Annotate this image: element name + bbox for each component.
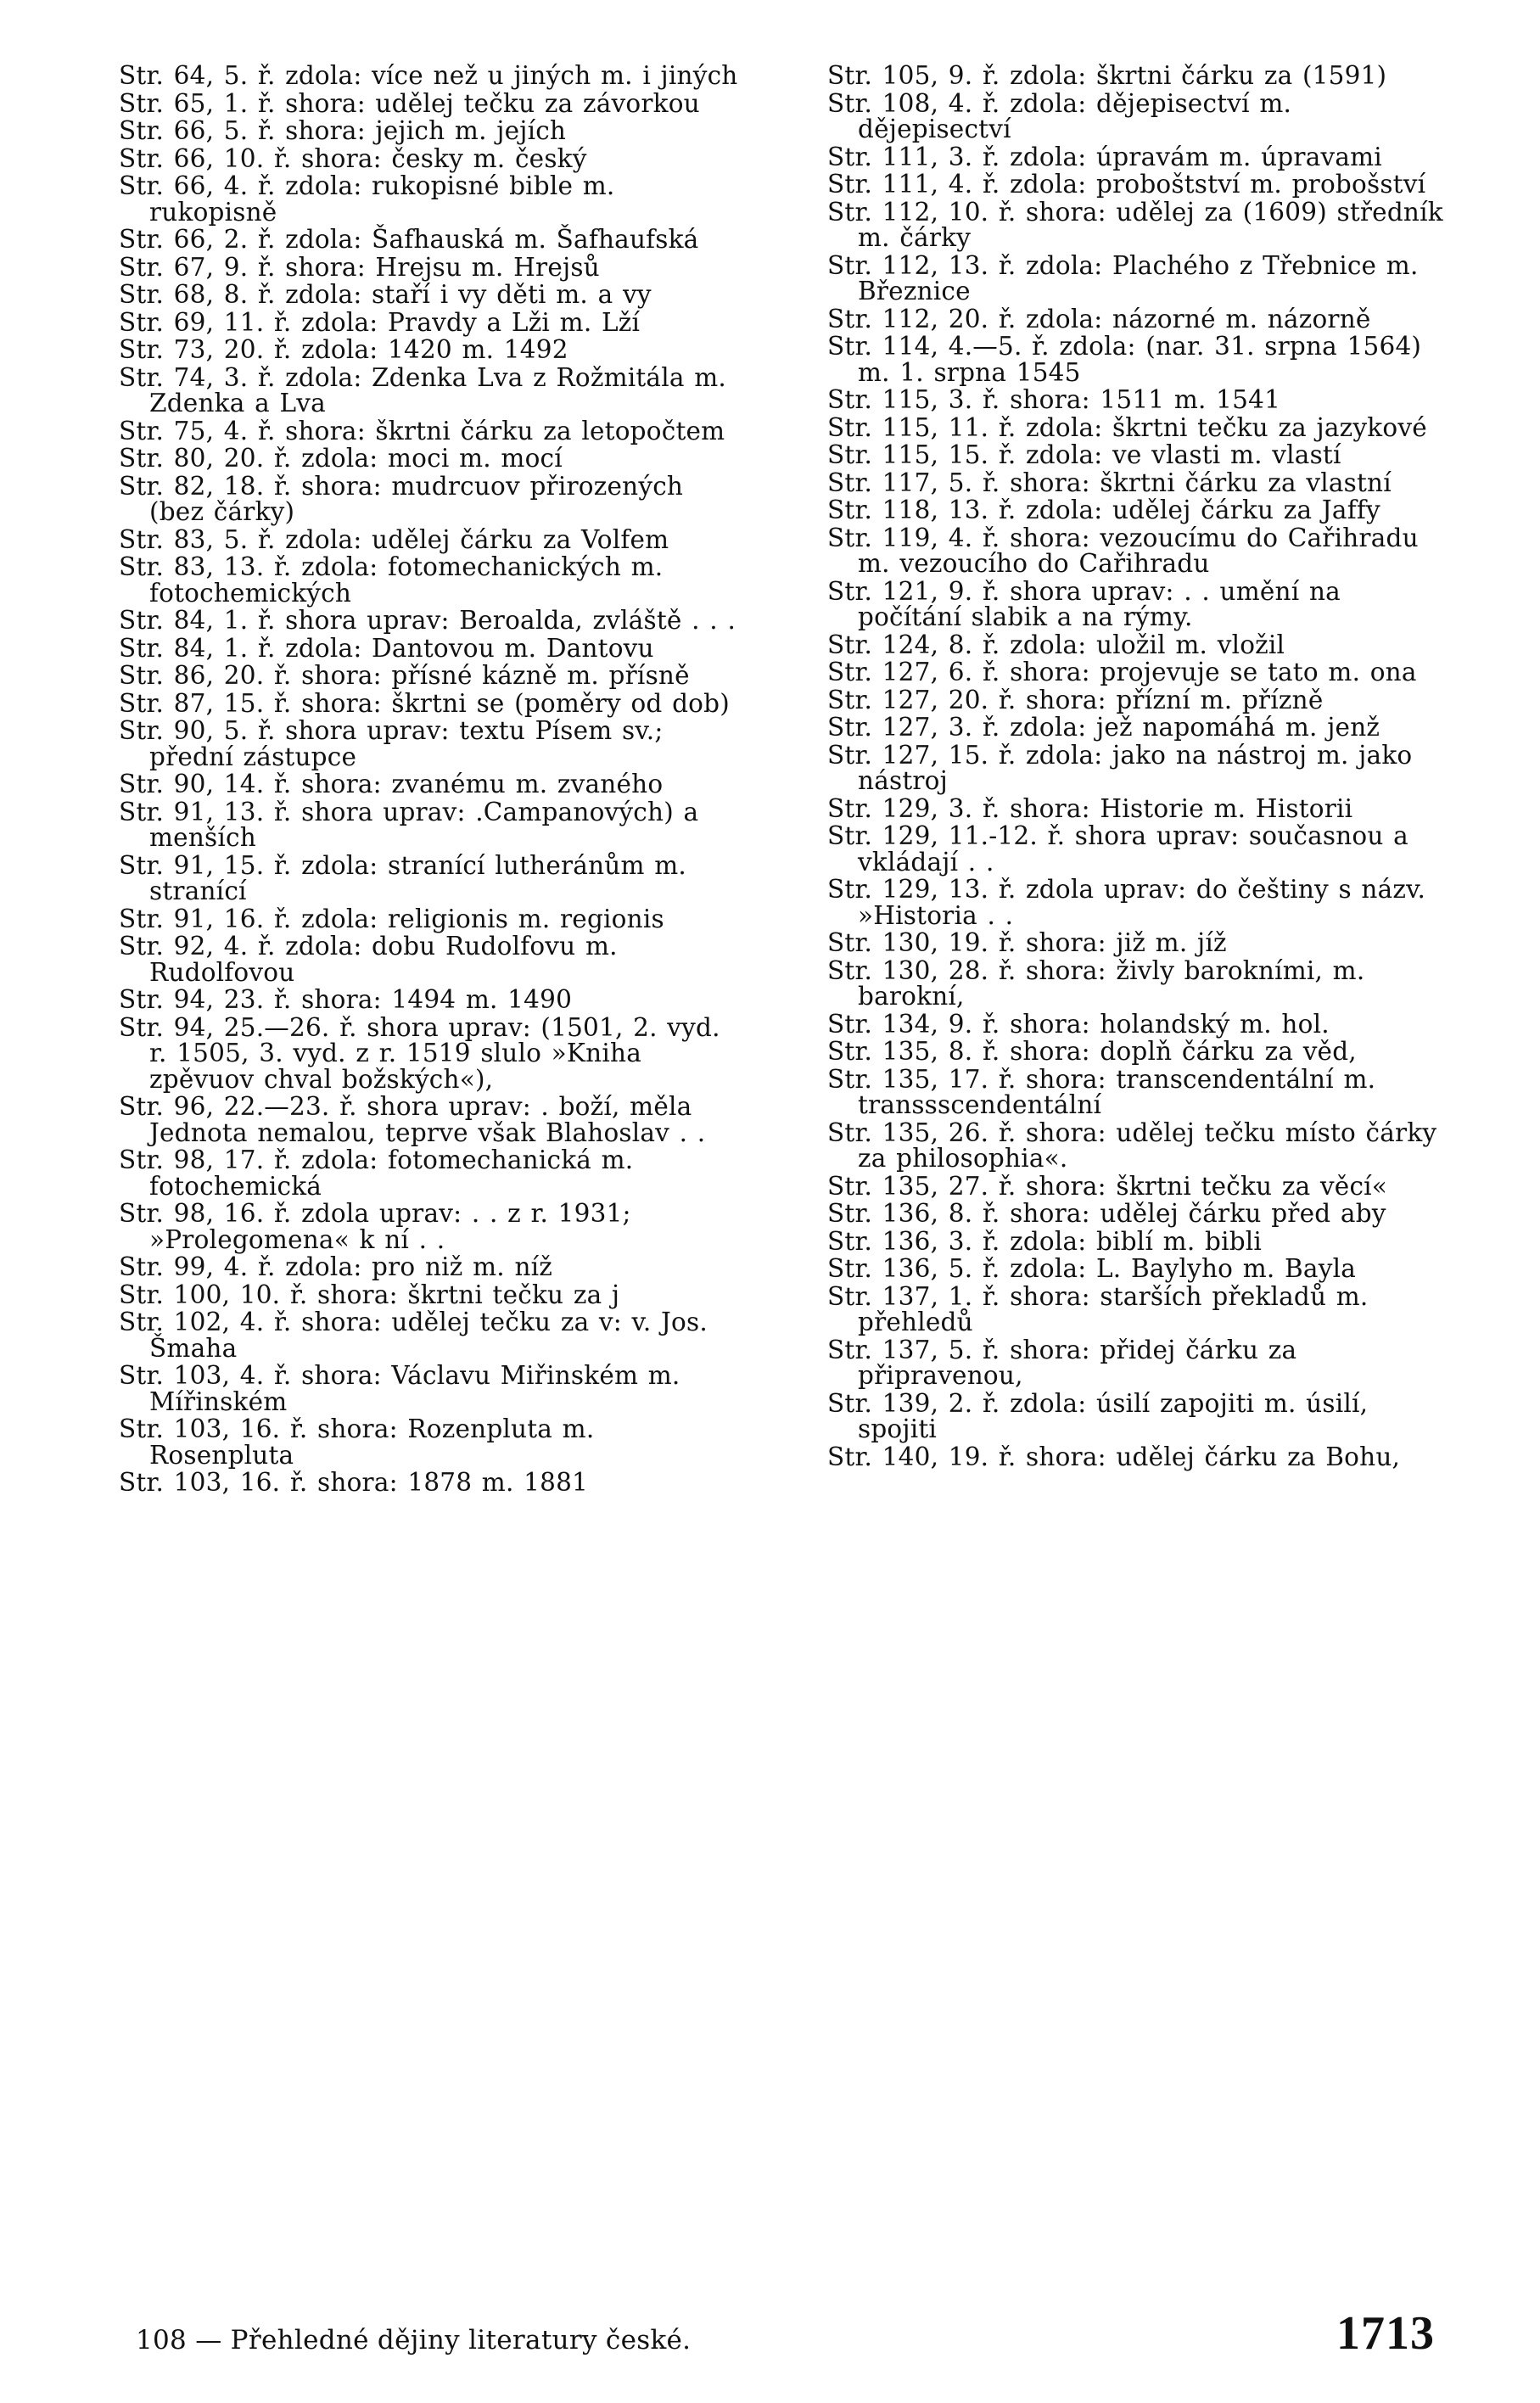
errata-entry: Str. 91, 15. ř. zdola: stranící lutheránům m. stranící [119,850,697,905]
errata-entry: Str. 129, 11.-12. ř. shora uprav: současnou a vkládají . . [827,821,1419,877]
errata-entry: Str. 127, 6. ř. shora: projevuje se tato m. ona [827,658,1417,686]
errata-entry: Str. 80, 20. ř. zdola: moci m. mocí [119,444,563,473]
errata-entry: Str. 94, 23. ř. shora: 1494 m. 1490 [119,985,573,1014]
errata-entry: Str. 75, 4. ř. shora: škrtni čárku za letopočtem [119,416,725,445]
errata-entry: Str. 117, 5. ř. shora: škrtni čárku za vlastní [827,468,1392,497]
errata-entry: Str. 96, 22.—23. ř. shora uprav: . boží, měla Jednota nemalou, teprve však Blahoslav . . [119,1092,706,1147]
errata-entry: Str. 129, 3. ř. shora: Historie m. Historii [827,793,1353,823]
errata-entry: Str. 90, 14. ř. shora: zvanému m. zvaného [119,770,664,798]
errata-entry: Str. 118, 13. ř. zdola: udělej čárku za Jaffy [827,496,1380,524]
errata-entry: Str. 94, 25.—26. ř. shora uprav: (1501, 2. vyd. r. 1505, 3. vyd. z r. 1519 slulo »Kniha zpěvuov chval božských«), [119,1012,731,1094]
errata-entry: Str. 121, 9. ř. shora uprav: . . umění na počítání slabik a na rýmy. [827,576,1351,631]
page-footer: 108 — Přehledné dějiny literatury české. [136,2325,692,2355]
errata-entry: Str. 67, 9. ř. shora: Hrejsu m. Hrejsů [119,252,600,282]
errata-entry: Str. 119, 4. ř. shora: vezoucímu do Cařihradu m. vezoucího do Cařihradu [827,523,1429,578]
errata-entry: Str. 129, 13. ř. zdola uprav: do češtiny s názv. »Historia . . [827,875,1436,930]
errata-entry: Str. 108, 4. ř. zdola: dějepisectví m. dějepisectví [827,88,1302,143]
errata-entry: Str. 140, 19. ř. shora: udělej čárku za Bohu, [827,1442,1401,1471]
errata-entry: Str. 112, 20. ř. zdola: názorné m. názorně [827,304,1371,333]
errata-entry: Str. 111, 3. ř. zdola: úpravám m. úpravami [827,142,1382,171]
errata-entry: Str. 136, 5. ř. zdola: L. Baylyho m. Bayla [827,1254,1356,1283]
errata-entry: Str. 98, 17. ř. zdola: fotomechanická m. fotochemická [119,1145,643,1201]
errata-entry: Str. 83, 5. ř. zdola: udělej čárku za Volfem [119,524,669,554]
errata-entry: Str. 130, 19. ř. shora: již m. jíž [827,928,1227,957]
errata-entry: Str. 112, 10. ř. shora: udělej za (1609) středník m. čárky [827,197,1453,252]
errata-entry: Str. 111, 4. ř. zdola: proboštství m. probošství [827,170,1426,199]
errata-entry: Str. 87, 15. ř. shora: škrtni se (poměry od dob) [119,688,730,718]
errata-entry: Str. 103, 16. ř. shora: 1878 m. 1881 [119,1468,589,1497]
errata-entry: Str. 66, 4. ř. zdola: rukopisné bible m. rukopisně [119,171,625,227]
errata-entry: Str. 124, 8. ř. zdola: uložil m. vložil [827,630,1285,659]
errata-entry: Str. 136, 8. ř. shora: udělej čárku před aby [827,1199,1386,1228]
errata-entry: Str. 127, 15. ř. zdola: jako na nástroj m. jako nástroj [827,740,1422,795]
errata-entry: Str. 74, 3. ř. zdola: Zdenka Lva z Rožmitála m. Zdenka a Lva [119,362,736,417]
errata-entry: Str. 127, 20. ř. shora: přízní m. přízně [827,685,1324,714]
errata-entry: Str. 99, 4. ř. zdola: pro niž m. níž [119,1252,553,1281]
errata-entry: Str. 66, 2. ř. zdola: Šafhauská m. Šafhaufská [119,225,699,254]
errata-entry: Str. 127, 3. ř. zdola: jež napomáhá m. jenž [827,713,1380,742]
errata-entry: Str. 115, 3. ř. shora: 1511 m. 1541 [827,385,1281,414]
errata-entry: Str. 92, 4. ř. zdola: dobu Rudolfovu m. Rudolfovou [119,932,628,987]
errata-entry: Str. 84, 1. ř. zdola: Dantovou m. Dantovu [119,633,654,663]
errata-entry: Str. 65, 1. ř. shora: udělej tečku za závorkou [119,88,700,118]
errata-column-left [119,63,738,1498]
errata-entry: Str. 135, 26. ř. shora: udělej tečku místo čárky za philosophia«. [827,1117,1447,1173]
errata-entry: Str. 68, 8. ř. zdola: staří i vy děti m. a vy [119,280,652,309]
errata-entry: Str. 135, 8. ř. shora: doplň čárku za věd, [827,1037,1357,1066]
errata-entry: Str. 90, 5. ř. shora uprav: textu Písem sv.; přední zástupce [119,716,674,771]
errata-entry: Str. 139, 2. ř. zdola: úsilí zapojiti m. úsilí, spojiti [827,1388,1378,1443]
errata-entry: Str. 66, 5. ř. shora: jejich m. jejích [119,116,567,145]
errata-entry: Str. 91, 16. ř. zdola: religionis m. regionis [119,904,664,933]
errata-entry: Str. 134, 9. ř. shora: holandský m. hol. [827,1009,1330,1039]
errata-entry: Str. 82, 18. ř. shora: mudrcuov přirozených (bez čárky) [119,471,693,526]
errata-entry: Str. 100, 10. ř. shora: škrtni tečku za j [119,1280,620,1309]
errata-entry: Str. 84, 1. ř. shora uprav: Beroalda, zvláště . . . [119,606,736,635]
errata-entry: Str. 102, 4. ř. shora: udělej tečku za v: v. Jos. Šmaha [119,1308,718,1363]
errata-entry: Str. 115, 15. ř. zdola: ve vlasti m. vlastí [827,440,1341,469]
errata-entry: Str. 86, 20. ř. shora: přísné kázně m. přísně [119,661,690,690]
errata-entry: Str. 66, 10. ř. shora: česky m. český [119,143,587,173]
page-number: 1713 [1336,2307,1435,2360]
errata-entry: Str. 137, 5. ř. shora: přidej čárku za připravenou, [827,1335,1307,1390]
errata-column-right [827,61,1453,1471]
errata-entry: Str. 73, 20. ř. zdola: 1420 m. 1492 [119,335,568,364]
errata-entry: Str. 137, 1. ř. shora: starších překladů m. přehledů [827,1281,1379,1336]
errata-entry: Str. 135, 17. ř. shora: transcendentální m. transsscendentální [827,1064,1386,1119]
errata-entry: Str. 69, 11. ř. zdola: Pravdy a Lži m. Lží [119,307,641,337]
errata-entry: Str. 136, 3. ř. zdola: biblí m. bibli [827,1226,1263,1256]
errata-entry: Str. 103, 16. ř. shora: Rozenpluta m. Rosenpluta [119,1414,604,1470]
errata-entry: Str. 83, 13. ř. zdola: fotomechanických m. fotochemických [119,552,673,608]
errata-entry: Str. 130, 28. ř. shora: živly barokními, m. barokní, [827,955,1375,1011]
errata-entry: Str. 115, 11. ř. zdola: škrtni tečku za jazykové [827,412,1427,442]
errata-entry: Str. 114, 4.—5. ř. zdola: (nar. 31. srpna 1564) m. 1. srpna 1545 [827,332,1431,387]
errata-entry: Str. 135, 27. ř. shora: škrtni tečku za věcí« [827,1171,1388,1201]
errata-entry: Str. 64, 5. ř. zdola: více než u jiných m. i jiných [119,61,738,90]
errata-entry: Str. 98, 16. ř. zdola uprav: . . z r. 1931; »Prolegomena« k ní . . [119,1199,641,1254]
errata-entry: Str. 112, 13. ř. zdola: Plachého z Třebnice m. Březnice [827,250,1429,305]
errata-entry: Str. 105, 9. ř. zdola: škrtni čárku za (1591) [827,61,1387,90]
errata-entry: Str. 103, 4. ř. shora: Václavu Miřinském m. Mířinském [119,1361,691,1416]
errata-entry: Str. 91, 13. ř. shora uprav: .Campanových) a menších [119,797,708,852]
